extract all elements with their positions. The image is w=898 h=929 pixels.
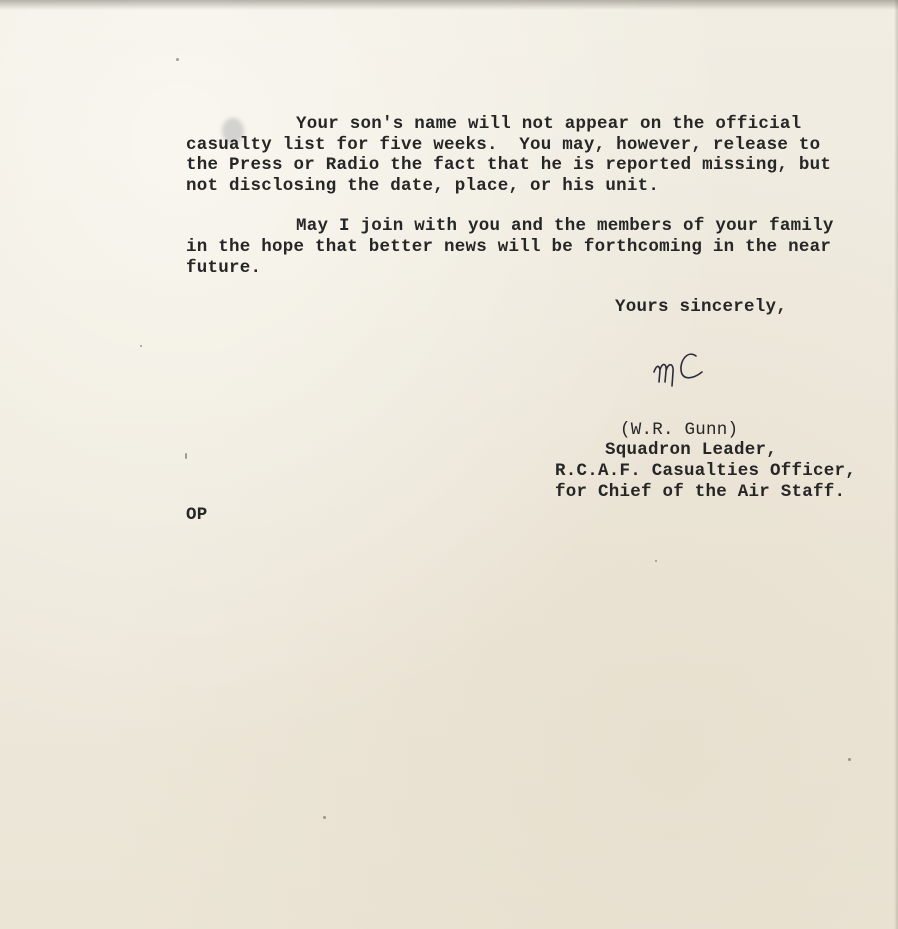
paper-speck: [848, 758, 851, 761]
paragraph-2-line-2: in the hope that better news will be forthcoming in the near: [186, 237, 832, 257]
signatory-title: R.C.A.F. Casualties Officer,: [555, 461, 857, 481]
signatory-name: (W.R. Gunn): [620, 420, 739, 440]
paragraph-1-line-3: the Press or Radio the fact that he is reported missing, but: [186, 155, 832, 175]
paper-speck: [655, 560, 657, 562]
closing-salutation: Yours sincerely,: [615, 297, 788, 317]
paragraph-2-line-1: May I join with you and the members of your family: [296, 216, 834, 236]
signatory-rank: Squadron Leader,: [605, 440, 778, 460]
scan-top-shadow: [0, 0, 898, 10]
paragraph-2-line-3: future.: [186, 258, 262, 278]
paper-speck: [323, 816, 326, 819]
paper-speck: [140, 345, 142, 347]
paragraph-1-line-2: casualty list for five weeks. You may, however, release to: [186, 135, 821, 155]
paragraph-1-line-4: not disclosing the date, place, or his unit.: [186, 176, 660, 196]
typist-initials: OP: [186, 505, 208, 525]
paper-speck: [185, 453, 187, 459]
handwritten-signature: [650, 342, 720, 394]
paragraph-1-line-1: Your son's name will not appear on the official: [296, 114, 802, 134]
signatory-for: for Chief of the Air Staff.: [555, 482, 846, 502]
paper-speck: [176, 58, 179, 61]
scan-right-edge: [894, 0, 898, 929]
